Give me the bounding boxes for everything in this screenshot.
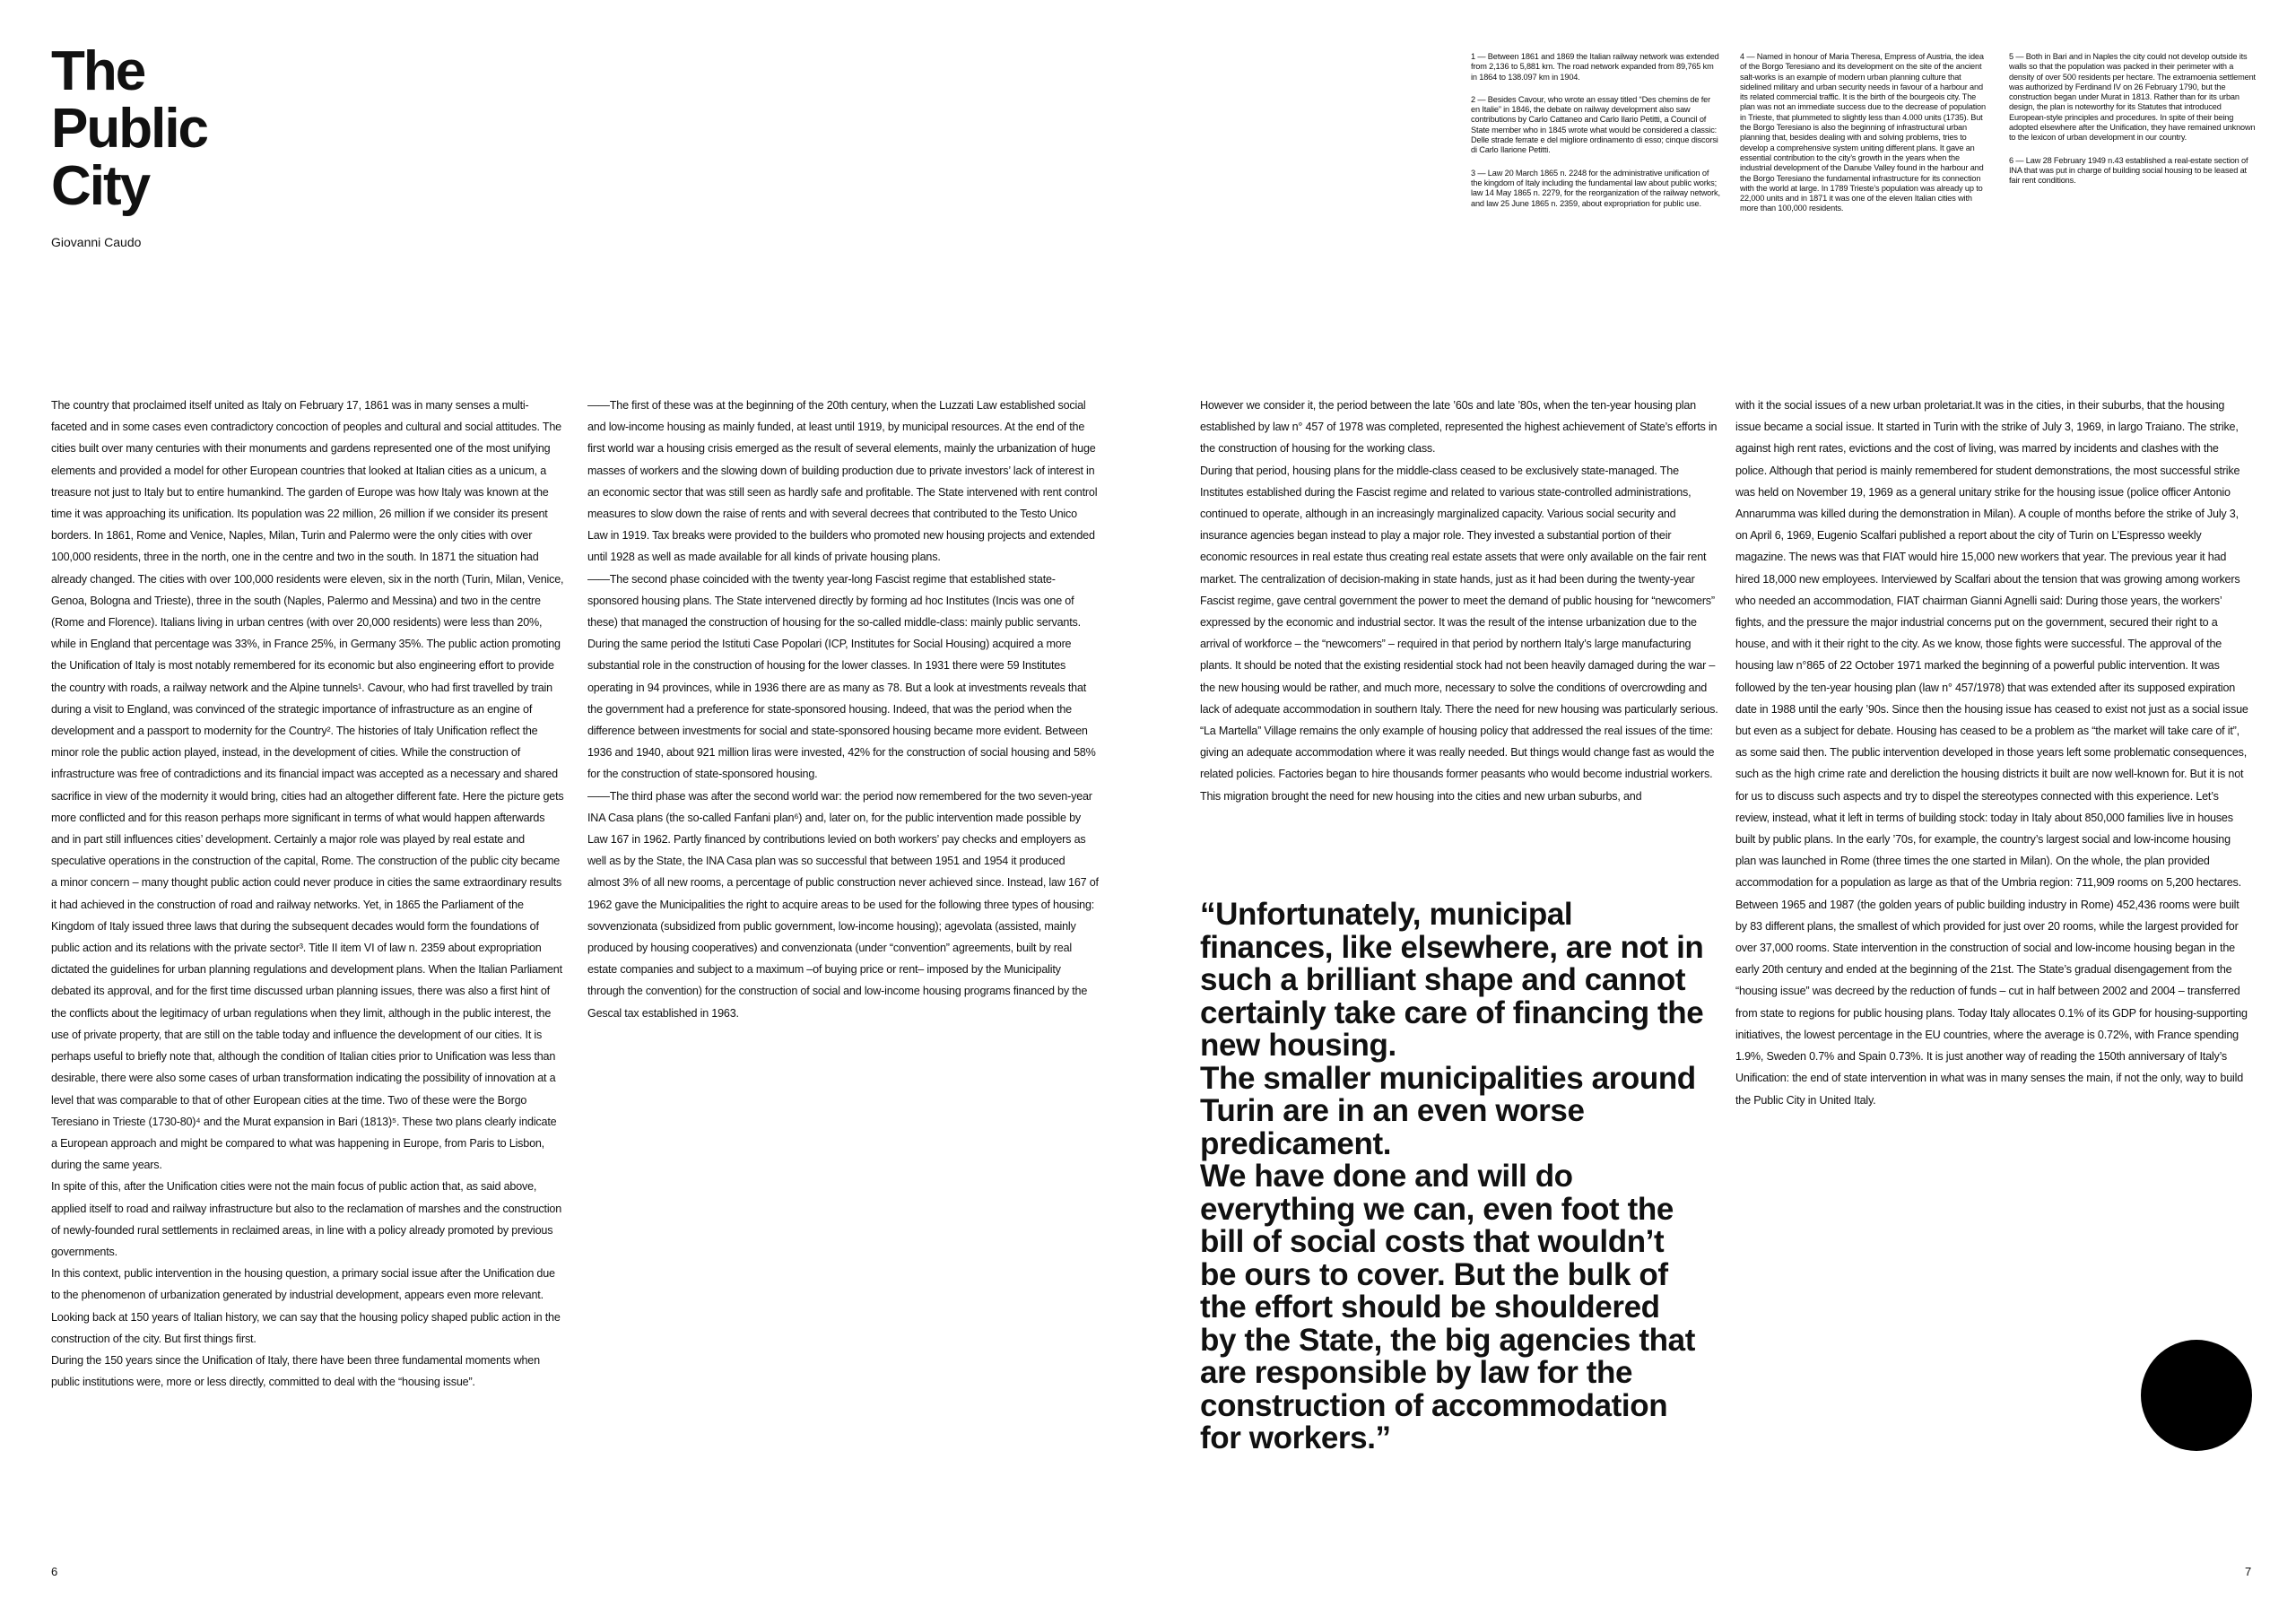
phase-paragraph: ——The third phase was after the second world war: the period now remembered for the two seven-year INA Casa plans (the so-called Fanfani plan⁶) and, later on, for the public intervention made possible by Law 167 in 1962. Partly financed by contributions levied on both workers’ pay checks and employers as well as by the State, the INA Casa plan was so successful that between 1951 and 1954 it produced almost 3% of all new rooms, a percentage of public construction never achieved since. Instead, law 167 of 1962 gave the Municipalities the right to acquire areas to be used for the following three types of housing: sovvenzionata (subsidized from public government, low-income housing); agevolata (assisted, mainly produced by housing cooperatives) and convenzionata (under “convention” agreements, built by real estate companies and subject to a maximum –of buying price or rent– imposed by the Municipality through the convention) for the construction of social and low-income housing programs financed by the Gescal tax established in 1963.: [587, 789, 1099, 1020]
footnotes-column-3: [2009, 52, 2258, 199]
pull-quote: [1200, 899, 1738, 1455]
paragraph: with it the social issues of a new urban proletariat.It was in the cities, in their suburbs, that the housing issue became a social issue. It started in Turin with the strike of July 3, 1969, in largo Traiano. The strike, against high rent rates, evictions and the cost of living, was marred by incidents and clashes with the police. Although that period is mainly remembered for student demonstrations, the most successful strike was held on November 19, 1969 as a general unitary strike for the housing issue (police officer Antonio Annarumma was killed during the demonstration in Milan). A couple of months before the strike of July 3, on April 6, 1969, Eugenio Scalfari published a report about the city of Turin on L’Espresso weekly magazine. The news was that FIAT would hire 15,000 new workers that year. The previous year it had hired 18,000 new employees. Interviewed by Scalfari about the tension that was growing among workers who needed an accommodation, FIAT chairman Gianni Agnelli said: During those years, the workers’ fights, and the pressure the major industrial concerns put on the government, secured their right to a house, and with it their right to the city. As we know, those fights were successful. The approval of the housing law n°865 of 22 October 1971 marked the beginning of a powerful public intervention. It was followed by the ten-year housing plan (law n° 457/1978) that was extended after its supposed expiration date in 1988 until the early ’90s. Since then the housing issue has ceased to exist not just as a social issue but even as a subject for debate. Housing has ceased to be a problem as “the market will take care of it”, as some said then. The public intervention developed in those years left some problematic consequences, such as the high crime rate and dereliction the housing districts it built are now well-known for. But it is not for us to discuss such aspects and try to dispel the stereotypes connected with this experience. Let’s review, instead, what it left in terms of building stock: today in Italy about 850,000 families live in houses built by public plans. In the early ’70s, for example, the country’s largest social and low-income housing plan was launched in Rome (three times the one started in Milan). On the whole, the plan provided accommodation for a population as large as that of the Umbria region: 711,909 rooms on 5,200 hectares. Between 1965 and 1987 (the golden years of public building industry in Rome) 452,436 rooms were built by 83 different plans, the smallest of which provided for just over 20 rooms, while the largest provided for over 37,000 rooms. State intervention in the construction of social and low-income housing began in the early 20th century and ended at the beginning of the 21st. The State’s gradual disengagement from the “housing issue” was decreed by the reduction of funds – cut in half between 2002 and 2004 – transferred from state to regions for public housing plans. Today Italy allocates 0.1% of its GDP for housing-supporting initiatives, the lowest percentage in the EU countries, where the average is 0.72%, with France spending 1.9%, Sweden 0.7% and Spain 0.73%. It is just another way of reading the 150th anniversary of Italy’s Unification: the end of state intervention in what was in many senses the main, if not the only, way to build the Public City in United Italy.: [1735, 399, 2248, 1107]
paragraph: During the 150 years since the Unification of Italy, there have been three fundamental moments when public institutions were, more or less directly, committed to deal with the “housing issue”.: [51, 1353, 540, 1389]
footnote: 4 — Named in honour of Maria Theresa, Empress of Austria, the idea of the Borgo Teresiano and its development on the site of the ancient salt-works is an example of modern urban planning culture that sidelined military and urban security needs in favour of a harbour and its related commercial traffic. It is the birth of the bourgeois city. The plan was not an immediate success due to the decrease of population in Trieste, that plummeted to slightly less than 4.000 units (1735). But the Borgo Teresiano is also the beginning of infrastructural urban planning that, besides dealing with and solving problems, tries to develop a comprehensive system uniting different plans. It gave an essential contribution to the city’s growth in the years when the industrial development of the Danube Valley found in the harbour and the Borgo Teresiano the fundamental infrastructure for its connection with the world at large. In 1789 Trieste’s population was already up to 22,000 units and in 1871 it was one of the eleven Italian cities with more than 100,000 residents.: [1740, 52, 1986, 213]
title-line: The: [51, 40, 145, 102]
page-number: 6: [51, 1565, 58, 1578]
footnote: 2 — Besides Cavour, who wrote an essay titled “Des chemins de fer en Italie” in 1846, the debate on railway development also saw contributions by Carlo Cattaneo and Carlo Ilario Petitti, a Council of State member who in 1845 wrote what would be considered a classic: Delle strade ferrate e del migliore ordinamento di esso; cinque discorsi di Carlo Ilarione Petitti.: [1471, 94, 1718, 155]
quote-line: by the State, the big agencies that: [1200, 1322, 1695, 1358]
quote-line: for workers.”: [1200, 1420, 1391, 1455]
quote-line: Turin are in an even worse: [1200, 1093, 1585, 1128]
footnote: 1 — Between 1861 and 1869 the Italian railway network was extended from 2,136 to 5,881 km. The road network expanded from 89,765 km in 1864 to 138.097 km in 1904.: [1471, 52, 1719, 82]
quote-line: new housing.: [1200, 1028, 1396, 1063]
footnote: 5 — Both in Bari and in Naples the city could not develop outside its walls so that the population was packed in their perimeter with a density of over 500 residents per hectare. The extramoenia settlement was authorized by Ferdinand IV on 26 February 1790, but the construction began under Murat in 1813. Rather than for its urban design, the plan is noteworthy for its Statutes that introduced European-style principles and procedures. In spite of their being adopted elsewhere after the Unification, they have remained unknown to the lexicon of urban development in our country.: [2009, 52, 2256, 143]
right-page: [1148, 0, 2296, 1607]
paragraph: In this context, public intervention in the housing question, a primary social issue after the Unification due to the phenomenon of urbanization generated by industrial development, appears even more relevant. Looking back at 150 years of Italian history, we can say that the housing policy shaped public action in the construction of the city. But first things first.: [51, 1267, 561, 1345]
quote-line: construction of accommodation: [1200, 1387, 1668, 1423]
page-number: 7: [2245, 1565, 2252, 1578]
footnotes-column-2: [1740, 52, 1989, 227]
paragraph: However we consider it, the period between the late ’60s and late ’80s, when the ten-year housing plan established by law n° 457 of 1978 was completed, represented the highest achievement of State’s efforts in the construction of housing for the working class.: [1200, 399, 1718, 456]
quote-line: The smaller municipalities around: [1200, 1060, 1696, 1096]
title-line: City: [51, 155, 150, 217]
quote-line: certainly take care of financing the: [1200, 995, 1704, 1030]
article-title: [51, 40, 208, 217]
title-line: Public: [51, 98, 208, 160]
quote-line: the effort should be shouldered: [1200, 1290, 1660, 1325]
quote-line: predicament.: [1200, 1125, 1392, 1161]
decorative-circle: [2141, 1340, 2252, 1451]
body-column-4: [1735, 395, 2248, 1111]
paragraph: This migration brought the need for new housing into the cities and new urban suburbs, and: [1200, 789, 1642, 803]
paragraph: During that period, housing plans for the middle-class ceased to be exclusively state-managed. The Institutes established during the Fascist regime and related to various state-controlled administrations, continued to operate, although in an increasingly marginalized capacity. Various social security and insurance agencies began instead to play a major role. They invested a substantial portion of their economic resources in real estate thus creating real estate assets that were only available on the fair rent market. The centralization of decision-making in state hands, just as it had been during the twenty-year Fascist regime, gave central government the power to meet the demand of public housing for “newcomers” expressed by the economic and industrial sector. It was the result of the intense urbanization due to the arrival of workforce – the “newcomers” – required in that period by northern Italy’s large manufacturing plants. It should be noted that the existing residential stock had not been heavily damaged during the war – the new housing would be rather, and much more, necessary to solve the conditions of overcrowding and lack of adequate accommodation in southern Italy. There the need for new housing was particularly serious.: [1200, 464, 1718, 716]
body-column-2: [587, 395, 1099, 1024]
quote-line: are responsible by law for the: [1200, 1355, 1633, 1390]
quote-line: be ours to cover. But the bulk of: [1200, 1256, 1668, 1292]
author-name: Giovanni Caudo: [51, 235, 142, 249]
paragraph: The country that proclaimed itself united as Italy on February 17, 1861 was in many senses a multi-faceted and in some cases even contradictory concoction of peoples and cultural and social attitudes. The cities built over many centuries with their monuments and gardens represented one of the most unifying elements and provided a model for other European countries that looked at Italian cities as a unicum, a treasure not just to Italy but to entire humankind. The garden of Europe was how Italy was known at the time it was approaching its unification. Its population was 22 million, 26 million if we consider its present borders. In 1861, Rome and Venice, Naples, Milan, Turin and Palermo were the only cities with over 100,000 residents, three in the north, one in the centre and two in the south. In 1871 the situation had already changed. The cities with over 100,000 residents were eleven, six in the north (Turin, Milan, Venice, Genoa, Bologna and Trieste), three in the south (Naples, Palermo and Messina) and two in the centre (Rome and Florence). Italians living in urban centres (with over 20,000 residents) were less than 20%, while in England that percentage was 33%, in France 25%, in Germany 35%. The public action promoting the Unification of Italy is most notably remembered for its economic but also engineering effort to provide the country with roads, a railway network and the Alpine tunnels¹. Cavour, who had first travelled by train during a visit to England, was convinced of the strategic importance of infrastructure as an engine of development and a passport to modernity for the Country². The histories of Italy Unification reflect the minor role the public action played, instead, in the development of cities. While the construction of infrastructure was free of contradictions and its financial impact was accepted as a necessary and shared sacrifice in view of the modernity it would bring, cities had an altogether different fate. Here the picture gets more conflicted and for this reason perhaps more significant in terms of what would happen afterwards and in part still influences cities’ development. Certainly a major role was played by real estate and speculative operations in the construction of the capital, Rome. The construction of the public city became a minor concern – many thought public action could never produce in cities the same extraordinary results it had achieved in the construction of road and railway networks. Yet, in 1865 the Parliament of the Kingdom of Italy issued three laws that during the subsequent decades would form the foundations of public action and its relations with the private sector³. Title II item VI of law n. 2359 about expropriation dictated the guidelines for urban planning regulations and development plans. When the Italian Parliament debated its approval, and for the first time discussed urban planning issues, there was also a first hint of the conflicts about the legitimacy of urban regulations when they limit, although in the public interest, the use of private property, that are still on the table today and influence the development of our cities. It is perhaps useful to briefly note that, although the condition of Italian cities prior to Unification was less than desirable, there were also some cases of urban transformation indicating the possibility of innovation at a level that was comparable to that of other European cities at the time. Two of these were the Borgo Teresiano in Trieste (1730-80)⁴ and the Murat expansion in Bari (1813)⁵. These two plans clearly indicate a European approach and might be compared to what was happening in Europe, from Paris to Lisbon, during the same years.: [51, 399, 564, 1172]
phase-paragraph: ——The second phase coincided with the twenty year-long Fascist regime that established state-sponsored housing plans. The State intervened directly by forming ad hoc Institutes (Incis was one of these) that managed the construction of housing for the so-called middle-class: mainly public servants. During the same period the Istituti Case Popolari (ICP, Institutes for Social Housing) acquired a more substantial role in the construction of housing for the lower classes. In 1931 there were 59 Institutes operating in 94 provinces, while in 1936 there are as many as 78. But a look at investments reveals that the government had a preference for state-sponsored housing. Indeed, that was the period when the difference between investments for social and state-sponsored housing became more evident. Between 1936 and 1940, about 921 million liras were invested, 42% for the construction of social housing and 58% for the construction of state-sponsored housing.: [587, 572, 1096, 781]
quote-line: such a brilliant shape and cannot: [1200, 962, 1686, 997]
quote-line: everything we can, even foot the: [1200, 1191, 1674, 1227]
quote-line: We have done and will do: [1200, 1159, 1573, 1194]
footnotes-column-1: [1471, 52, 1720, 222]
quote-line: finances, like elsewhere, are not in: [1200, 929, 1704, 965]
footnote: 3 — Law 20 March 1865 n. 2248 for the administrative unification of the kingdom of Italy including the fundamental law about public works; law 14 May 1865 n. 2279, for the reorganization of the railway network, and law 25 June 1865 n. 2359, about expropriation for public use.: [1471, 168, 1720, 208]
paragraph: “La Martella” Village remains the only example of housing policy that addressed the real issues of the time: giving an adequate accommodation where it was really needed. But things would change fast as would the related policies. Factories began to hire thousands former peasants who would become industrial workers.: [1200, 725, 1715, 781]
body-column-1: [51, 395, 564, 1393]
quote-line: bill of social costs that wouldn’t: [1200, 1224, 1665, 1259]
footnote: 6 — Law 28 February 1949 n.43 established a real-estate section of INA that was put in charge of building social housing to be leased at fair rent conditions.: [2009, 155, 2248, 186]
body-column-3: [1200, 395, 1720, 807]
paragraph: In spite of this, after the Unification cities were not the main focus of public action that, as said above, applied itself to road and railway infrastructure but also to the reclamation of marshes and the construction of newly-founded rural settlements in reclaimed areas, in line with a policy already promoted by previous governments.: [51, 1180, 562, 1258]
phase-paragraph: ——The first of these was at the beginning of the 20th century, when the Luzzati Law established social and low-income housing as mainly funded, at least until 1919, by municipal resources. At the end of the first world war a housing crisis emerged as the result of several elements, mainly the urbanization of huge masses of workers and the slowing down of building production due to private investors’ lack of interest in an economic sector that was still seen as hardly safe and profitable. The State intervened with rent control measures to slow down the raise of rents and with several decrees that contributed to the Testo Unico Law in 1919. Tax breaks were provided to the builders who promoted new housing projects and extended until 1928 as well as made available for all kinds of private housing plans.: [587, 399, 1098, 564]
quote-line: “Unfortunately, municipal: [1200, 897, 1573, 932]
